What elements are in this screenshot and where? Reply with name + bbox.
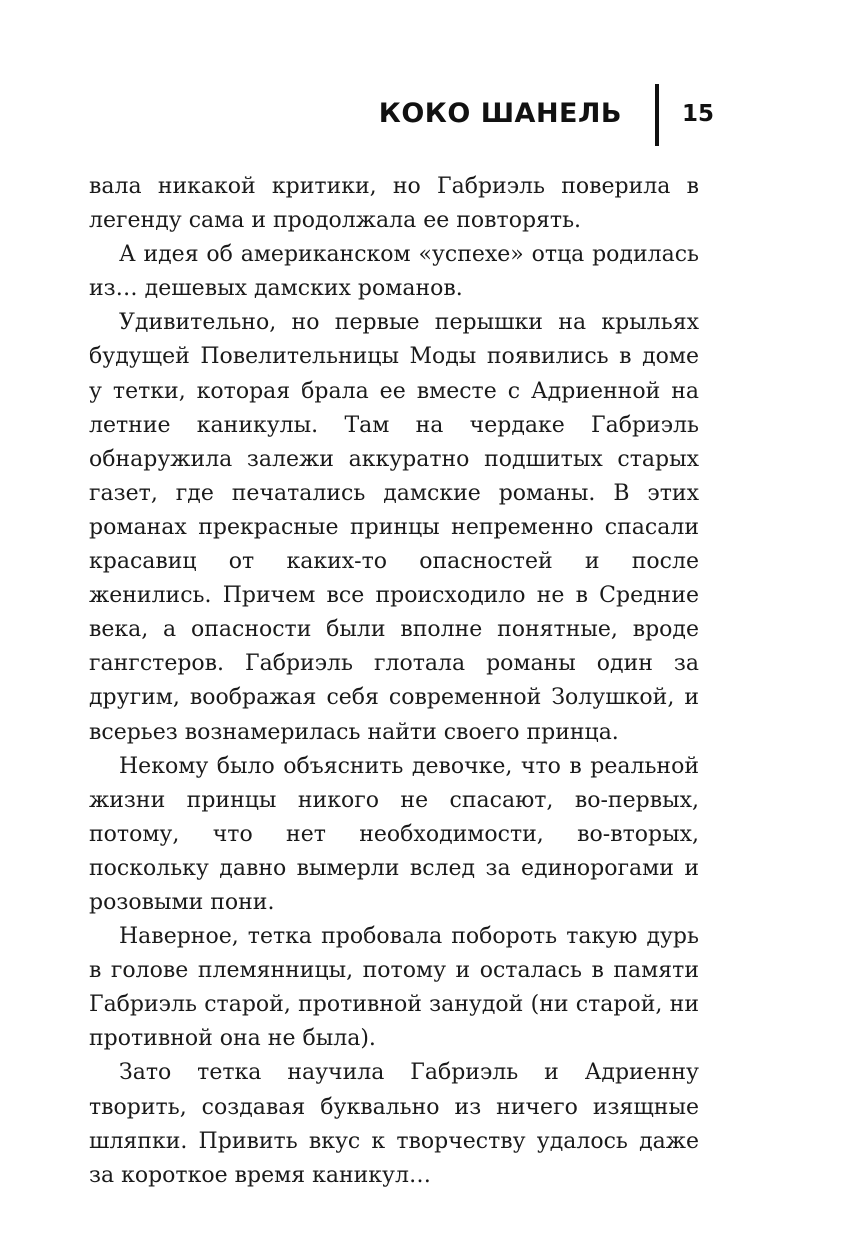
book-title: КОКО ШАНЕЛЬ [378,98,622,129]
paragraph-5: Наверное, тетка пробовала побороть такую дурь в голове племянницы, потому и осталась в памяти Габриэль старой, противной занудой (ни старой, ни противной она не была). [89,924,699,1052]
paragraph-4: Некому было объяснить девочке, что в реальной жизни принцы никого не спасают, во-первых, потому, что нет необходимости, во-вторых, поскольку давно вымерли вслед за единорогами и розовыми пони. [89,753,699,915]
paragraph-2: А идея об американском «успехе» отца родилась из… дешевых дамских романов. [89,242,699,302]
paragraph-6: Зато тетка научила Габриэль и Адриенну творить, создавая буквально из ничего изящные шляпки. Привить вкус к творчеству удалось даже за короткое время каникул… [89,1060,699,1188]
paragraph-1: вала никакой критики, но Габриэль поверила в легенду сама и продолжала ее повторять. [89,174,699,234]
paragraph-3: Удивительно, но первые перышки на крыльях будущей Повелительницы Моды появились в доме у тетки, которая брала ее вместе с Адриенной на летние каникулы. Там на чердаке Габриэль обнаружила залежи аккуратно подшитых старых газет, где печатались дамские романы. В этих романах прекрасные принцы непременно спасали красавиц от каких-то опасностей и после женились. Причем все происходило не в Средние века, а опасности были вполне понятные, вроде гангстеров. Габриэль глотала романы один за другим, воображая себя современной Золушкой, и всерьез вознамерилась найти своего принца. [89,310,699,745]
page-number: 15 [682,101,715,127]
body-text [89,170,699,1193]
header-divider [655,84,659,146]
running-header [0,84,844,148]
